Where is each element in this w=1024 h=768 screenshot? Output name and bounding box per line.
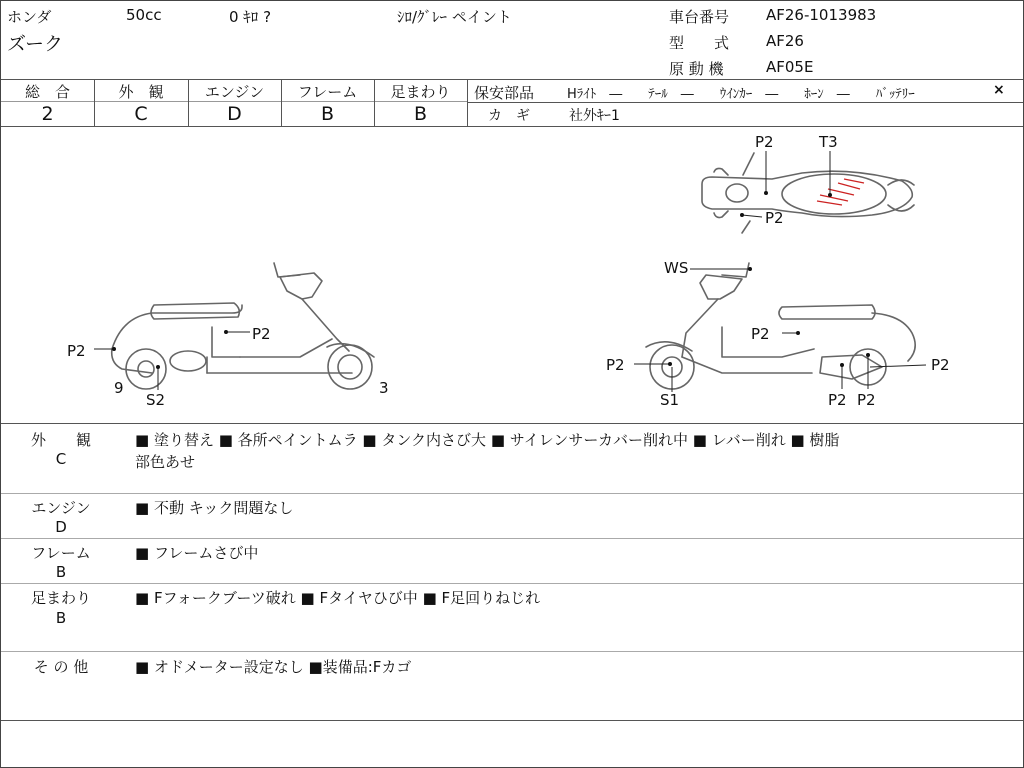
color: ｼﾛ/ｸﾞﾚｰ ペイント	[397, 8, 512, 26]
model-name: ズーク	[7, 33, 64, 55]
safety-label: 保安部品	[474, 84, 535, 102]
scooter-left-view	[112, 263, 374, 389]
key-label: カ ギ	[488, 108, 530, 124]
grade-frame-value: B	[320, 103, 335, 125]
scooter-right-view	[646, 263, 915, 389]
type-value: AF26	[766, 32, 804, 50]
divider	[1, 538, 1023, 539]
divider	[1, 493, 1023, 494]
section-frame-text: ■ フレームさび中	[135, 544, 259, 562]
engine-value: AF05E	[766, 58, 814, 76]
section-engine-label: エンジン	[31, 499, 91, 517]
safety-items: Hﾗｲﾄ ― ﾃｰﾙ ― ｳｲﾝｶｰ ― ﾎｰﾝ ― ﾊﾞｯﾃﾘｰ	[567, 87, 915, 102]
label-left-9: 9	[114, 379, 124, 397]
key-value: 社外ｷｰ1	[569, 108, 620, 124]
section-exterior-text2: 部色あせ	[135, 453, 196, 471]
section-engine-grade: D	[55, 518, 67, 536]
label-top-p2a: P2	[755, 133, 774, 151]
divider	[467, 102, 1023, 103]
section-frame-grade: B	[55, 563, 67, 581]
section-suspension-text: ■ Fフォークブーツ破れ ■ Fタイヤひび中 ■ F足回りねじれ	[135, 589, 541, 607]
grade-frame-label: フレーム	[297, 83, 358, 101]
scooter-top-view	[702, 153, 914, 233]
label-right-s1: S1	[660, 391, 680, 409]
label-left-p2-front: P2	[67, 342, 86, 360]
grade-engine-label: エンジン	[204, 83, 265, 101]
label-right-ws: WS	[664, 259, 689, 277]
section-exterior-label: 外 観	[30, 431, 91, 449]
frame-no: AF26-1013983	[766, 6, 877, 24]
scratch-marks	[817, 179, 864, 205]
label-left-s2: S2	[146, 391, 166, 409]
label-top-p2b: P2	[765, 209, 784, 227]
section-other-label: そ の 他	[33, 658, 89, 676]
grade-exterior-value: C	[134, 103, 148, 125]
divider	[1, 423, 1023, 424]
grade-overall-value: 2	[41, 103, 54, 125]
label-right-p2-b2: P2	[857, 391, 876, 409]
grade-engine-value: D	[227, 103, 242, 125]
engine-label: 原 動 機	[669, 60, 724, 78]
label-left-3: 3	[379, 379, 389, 397]
divider	[1, 720, 1023, 721]
mileage: 0 ｷﾛ ?	[229, 8, 272, 26]
maker: ホンダ	[7, 8, 52, 26]
divider	[1, 651, 1023, 652]
damage-diagram	[2, 127, 1023, 423]
label-right-p2-front: P2	[606, 356, 625, 374]
grade-exterior-label: 外 観	[118, 83, 164, 101]
divider	[467, 79, 468, 126]
displacement: 50cc	[126, 6, 162, 24]
grade-suspension-label: 足まわり	[390, 83, 451, 101]
label-right-p2-b1: P2	[828, 391, 847, 409]
label-top-t3: T3	[819, 133, 838, 151]
section-suspension-grade: B	[55, 609, 67, 627]
section-exterior-text: ■ 塗り替え ■ 各所ペイントムラ ■ タンク内さび大 ■ サイレンサーカバー削れ中 ■ レバー削れ ■ 樹脂	[135, 431, 840, 449]
section-other-text: ■ オドメーター設定なし ■装備品:Fカゴ	[135, 658, 412, 676]
section-frame-label: フレーム	[31, 544, 91, 562]
section-exterior-grade: C	[55, 450, 67, 468]
section-suspension-label: 足まわり	[30, 589, 91, 607]
divider	[1, 79, 1023, 80]
battery-mark: ×	[993, 82, 1005, 98]
label-left-p2-seat: P2	[252, 325, 271, 343]
type-label: 型 式	[669, 34, 730, 52]
grade-suspension-value: B	[413, 103, 428, 125]
frame-no-label: 車台番号	[669, 8, 730, 26]
label-right-p2-seat: P2	[751, 325, 770, 343]
section-engine-text: ■ 不動 キック問題なし	[135, 499, 294, 517]
label-right-p2-rear: P2	[931, 356, 950, 374]
divider	[1, 583, 1023, 584]
grade-overall-label: 総 合	[24, 83, 70, 101]
